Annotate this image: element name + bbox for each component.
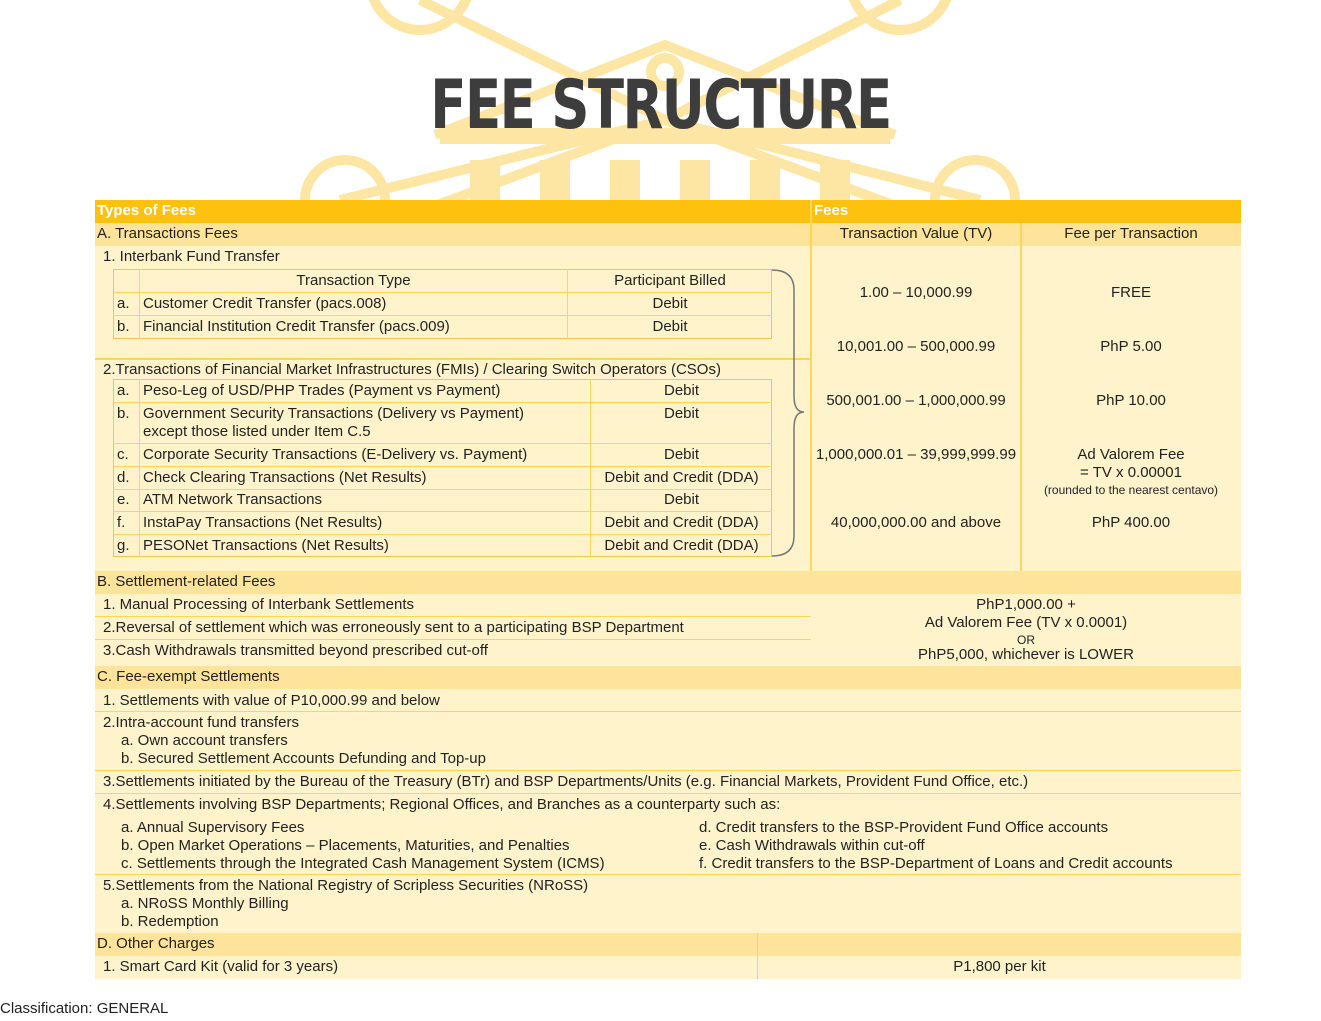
page-title: FEE STRUCTURE <box>430 66 891 145</box>
section-c-item: 1. Settlements with value of P10,000.99 and below <box>103 692 440 709</box>
t2-row-type: ATM Network Transactions <box>143 491 322 508</box>
section-c-item: 3.Settlements initiated by the Bureau of the Treasury (BTr) and BSP Departments/Units (e.g. Financial Markets, Provident Fund Office, etc.) <box>103 773 1029 790</box>
divider <box>113 315 772 316</box>
divider <box>95 874 1241 875</box>
t2-row-type-continued: except those listed under Item C.5 <box>143 423 371 440</box>
section-d-row <box>95 933 1241 956</box>
section-d-item: 1. Smart Card Kit (valid for 3 years) <box>103 958 339 975</box>
tier-tv: 10,001.00 – 500,000.99 <box>836 338 996 355</box>
t1-row-type: Customer Credit Transfer (pacs.008) <box>143 295 387 312</box>
t2-row-letter: e. <box>117 491 130 508</box>
t2-row-type: Peso-Leg of USD/PHP Trades (Payment vs Payment) <box>143 382 501 399</box>
t2-row-billed: Debit <box>663 405 700 422</box>
classification-label: Classification: GENERAL <box>0 1000 169 1017</box>
t2-row-letter: b. <box>117 405 130 422</box>
t2-row-type: PESONet Transactions (Net Results) <box>143 537 389 554</box>
t2-row-letter: a. <box>117 382 130 399</box>
tier-fee-note: (rounded to the nearest centavo) <box>1043 483 1219 497</box>
t2-row-billed: Debit and Credit (DDA) <box>604 469 759 486</box>
section-c-subitem: d. Credit transfers to the BSP-Provident Fund Office accounts <box>699 819 1109 836</box>
section-b-fee: PhP1,000.00 + <box>976 596 1076 613</box>
section-c-subitem: b. Secured Settlement Accounts Defunding and Top-up <box>121 750 486 767</box>
t1-header-billed: Participant Billed <box>614 272 726 289</box>
section-c-subitem: b. Open Market Operations – Placements, Maturities, and Penalties <box>121 837 570 854</box>
col-fee-per-transaction: Fee per Transaction <box>1064 225 1198 242</box>
divider <box>113 511 772 512</box>
section-a-label: A. Transactions Fees <box>97 225 238 242</box>
t1-row-letter: a. <box>117 295 130 312</box>
divider <box>113 489 772 490</box>
section-c-item: 4.Settlements involving BSP Departments; Regional Offices, and Branches as a counterparty such as: <box>103 796 781 813</box>
t2-row-billed: Debit and Credit (DDA) <box>604 537 759 554</box>
divider <box>113 466 772 467</box>
header-types-of-fees: Types of Fees <box>97 202 196 219</box>
t2-row-letter: c. <box>117 446 129 463</box>
section-c-subitem: a. Annual Supervisory Fees <box>121 819 305 836</box>
tier-tv: 500,001.00 – 1,000,000.99 <box>826 392 1006 409</box>
tier-tv: 40,000,000.00 and above <box>830 514 1002 531</box>
tier-fee: FREE <box>1110 284 1151 301</box>
divider <box>95 793 1241 794</box>
t2-row-type: Government Security Transactions (Delivery vs Payment) <box>143 405 524 422</box>
section-c-subitem: a. NRoSS Monthly Billing <box>121 895 289 912</box>
t1-row-billed: Debit <box>652 295 688 312</box>
section-b-label: B. Settlement-related Fees <box>97 573 276 590</box>
t2-row-type: Check Clearing Transactions (Net Results) <box>143 469 427 486</box>
section-b-fee: Ad Valorem Fee (TV x 0.0001) <box>924 614 1128 631</box>
tier-fee-formula: = TV x 0.00001 <box>1080 464 1182 481</box>
divider <box>113 443 772 444</box>
col-transaction-value: Transaction Value (TV) <box>839 225 993 242</box>
section-c-subitem: a. Own account transfers <box>121 732 288 749</box>
brace-icon <box>770 268 810 558</box>
section-b-item: 3.Cash Withdrawals transmitted beyond prescribed cut-off <box>103 642 488 659</box>
section-c-label: C. Fee-exempt Settlements <box>97 668 280 685</box>
table-header <box>95 200 1241 223</box>
t2-row-letter: d. <box>117 469 130 486</box>
section-c-subitem: c. Settlements through the Integrated Cash Management System (ICMS) <box>121 855 605 872</box>
section-b-fee: PhP5,000, whichever is LOWER <box>918 646 1134 663</box>
divider <box>113 534 772 535</box>
t2-row-billed: Debit <box>663 382 700 399</box>
divider <box>95 616 811 617</box>
t2-row-billed: Debit <box>663 446 700 463</box>
divider <box>139 379 140 557</box>
t1-header-type: Transaction Type <box>296 272 411 289</box>
t1-row-letter: b. <box>117 318 130 335</box>
section-c-item: 2.Intra-account fund transfers <box>103 714 299 731</box>
t2-row-type: InstaPay Transactions (Net Results) <box>143 514 383 531</box>
section-b-item: 2.Reversal of settlement which was erroneously sent to a participating BSP Department <box>103 619 684 636</box>
t2-row-billed: Debit <box>663 491 700 508</box>
tier-tv: 1.00 – 10,000.99 <box>859 284 973 301</box>
t2-row-billed: Debit and Credit (DDA) <box>604 514 759 531</box>
section-c-subitem: e. Cash Withdrawals within cut-off <box>699 837 925 854</box>
section-b-item: 1. Manual Processing of Interbank Settlements <box>103 596 415 613</box>
tier-fee: PhP 10.00 <box>1096 392 1166 409</box>
divider <box>95 711 1241 712</box>
divider <box>113 292 772 293</box>
tier-fee: Ad Valorem Fee <box>1077 446 1185 463</box>
t1-row-type: Financial Institution Credit Transfer (pacs.009) <box>143 318 450 335</box>
t2-row-type: Corporate Security Transactions (E-Delivery vs. Payment) <box>143 446 528 463</box>
section-d-label: D. Other Charges <box>97 935 215 952</box>
header-fees: Fees <box>814 202 849 219</box>
section-c-item: 5.Settlements from the National Registry of Scripless Securities (NRoSS) <box>103 877 589 894</box>
t2-row-letter: f. <box>117 514 126 531</box>
item-fmi-transactions: 2.Transactions of Financial Market Infrastructures (FMIs) / Clearing Switch Operators (CSOs) <box>103 361 721 378</box>
tier-tv: 1,000,000.01 – 39,999,999.99 <box>815 446 1017 463</box>
item-interbank-fund-transfer: 1. Interbank Fund Transfer <box>103 248 280 265</box>
section-b-fee-or: OR <box>1017 633 1035 647</box>
tier-fee: PhP 400.00 <box>1091 514 1171 531</box>
t1-row-billed: Debit <box>652 318 688 335</box>
divider <box>95 639 811 640</box>
divider <box>95 358 811 360</box>
divider <box>95 770 1241 771</box>
divider <box>113 402 772 403</box>
t2-row-letter: g. <box>117 537 130 554</box>
section-d-fee: P1,800 per kit <box>953 958 1046 975</box>
section-c-subitem: f. Credit transfers to the BSP-Department of Loans and Credit accounts <box>699 855 1173 872</box>
tier-fee: PhP 5.00 <box>1100 338 1162 355</box>
section-c-subitem: b. Redemption <box>121 913 219 930</box>
